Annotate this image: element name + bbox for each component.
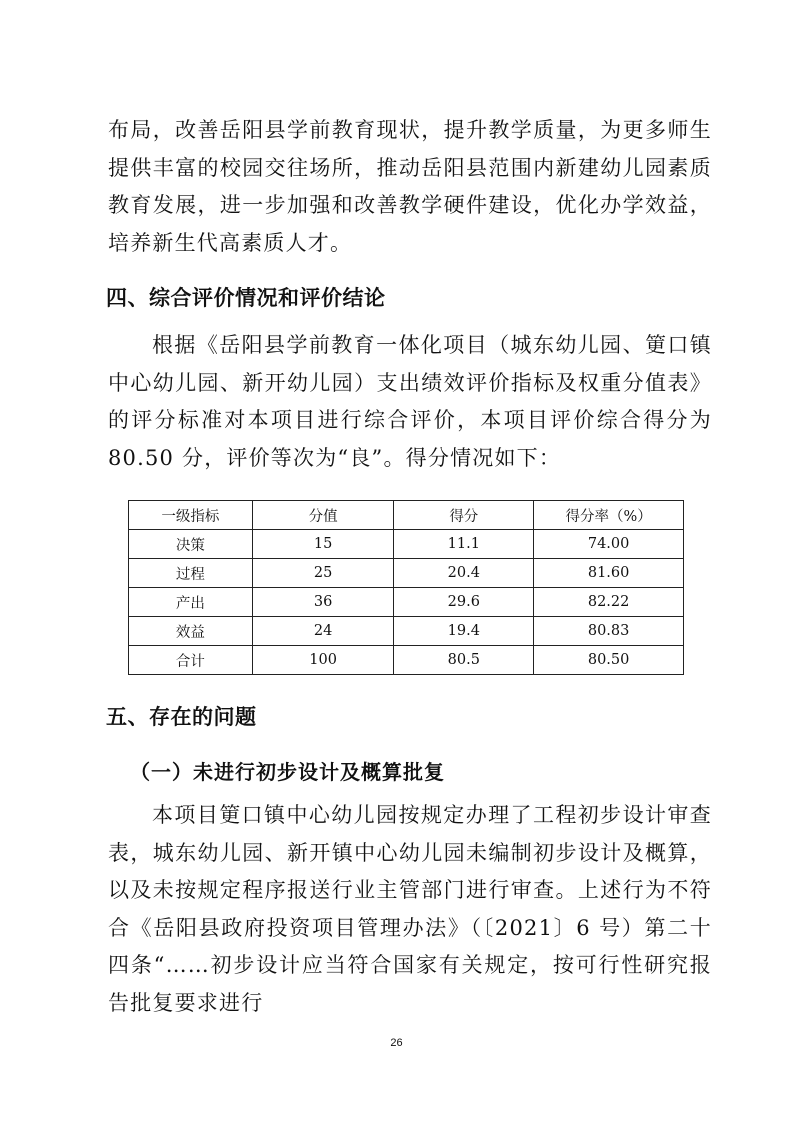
table-cell: 效益 bbox=[129, 617, 253, 646]
table-row bbox=[129, 588, 684, 617]
paragraph-evaluation-summary: 根据《岳阳县学前教育一体化项目（城东幼儿园、筻口镇中心幼儿园、新开幼儿园）支出绩效评价指标及权重分值表》的评分标准对本项目进行综合评价，本项目评价综合得分为 80.50 分，评价等次为“良”。得分情况如下： bbox=[108, 333, 712, 470]
page-number: 26 bbox=[390, 1037, 403, 1049]
paragraph-intro-continuation: 布局，改善岳阳县学前教育现状，提升教学质量，为更多师生提供丰富的校园交往场所，推动岳阳县范围内新建幼儿园素质教育发展，进一步加强和改善教学硬件建设，优化办学效益，培养新生代高素质人才。 bbox=[108, 118, 712, 255]
section-heading-existing-problems: 五、存在的问题 bbox=[106, 705, 257, 729]
table-cell: 80.83 bbox=[534, 617, 684, 646]
table-cell: 15 bbox=[252, 530, 394, 559]
table-cell: 36 bbox=[252, 588, 394, 617]
table-cell: 80.5 bbox=[394, 646, 534, 675]
subsection-heading-preliminary-design: （一）未进行初步设计及概算批复 bbox=[130, 760, 445, 784]
table-row-total bbox=[129, 646, 684, 675]
table-cell: 29.6 bbox=[394, 588, 534, 617]
table-header-cell: 分值 bbox=[252, 501, 394, 530]
paragraph-preliminary-design-issue: 本项目筻口镇中心幼儿园按规定办理了工程初步设计审查表，城东幼儿园、新开镇中心幼儿园未编制初步设计及概算，以及未按规定程序报送行业主管部门进行审查。上述行为不符合《岳阳县政府投资项目管理办法》（〔2021〕6 号）第二十四条“……初步设计应当符合国家有关规定，按可行性研究报告批复要求进行 bbox=[108, 803, 712, 1015]
table-cell: 合计 bbox=[129, 646, 253, 675]
table-cell: 80.50 bbox=[534, 646, 684, 675]
section-heading-evaluation-conclusion: 四、综合评价情况和评价结论 bbox=[106, 286, 386, 310]
table-cell: 82.22 bbox=[534, 588, 684, 617]
table-cell: 74.00 bbox=[534, 530, 684, 559]
table-header-row bbox=[129, 501, 684, 530]
table-row bbox=[129, 530, 684, 559]
score-table bbox=[128, 500, 684, 675]
table-row bbox=[129, 617, 684, 646]
table-header-cell: 得分率（%） bbox=[534, 501, 684, 530]
table-cell: 19.4 bbox=[394, 617, 534, 646]
table-cell: 24 bbox=[252, 617, 394, 646]
table-cell: 100 bbox=[252, 646, 394, 675]
table-cell: 产出 bbox=[129, 588, 253, 617]
table-cell: 过程 bbox=[129, 559, 253, 588]
table-cell: 11.1 bbox=[394, 530, 534, 559]
table-header-cell: 得分 bbox=[394, 501, 534, 530]
table-cell: 决策 bbox=[129, 530, 253, 559]
table-cell: 81.60 bbox=[534, 559, 684, 588]
table-cell: 20.4 bbox=[394, 559, 534, 588]
table-cell: 25 bbox=[252, 559, 394, 588]
table-row bbox=[129, 559, 684, 588]
table-header-cell: 一级指标 bbox=[129, 501, 253, 530]
